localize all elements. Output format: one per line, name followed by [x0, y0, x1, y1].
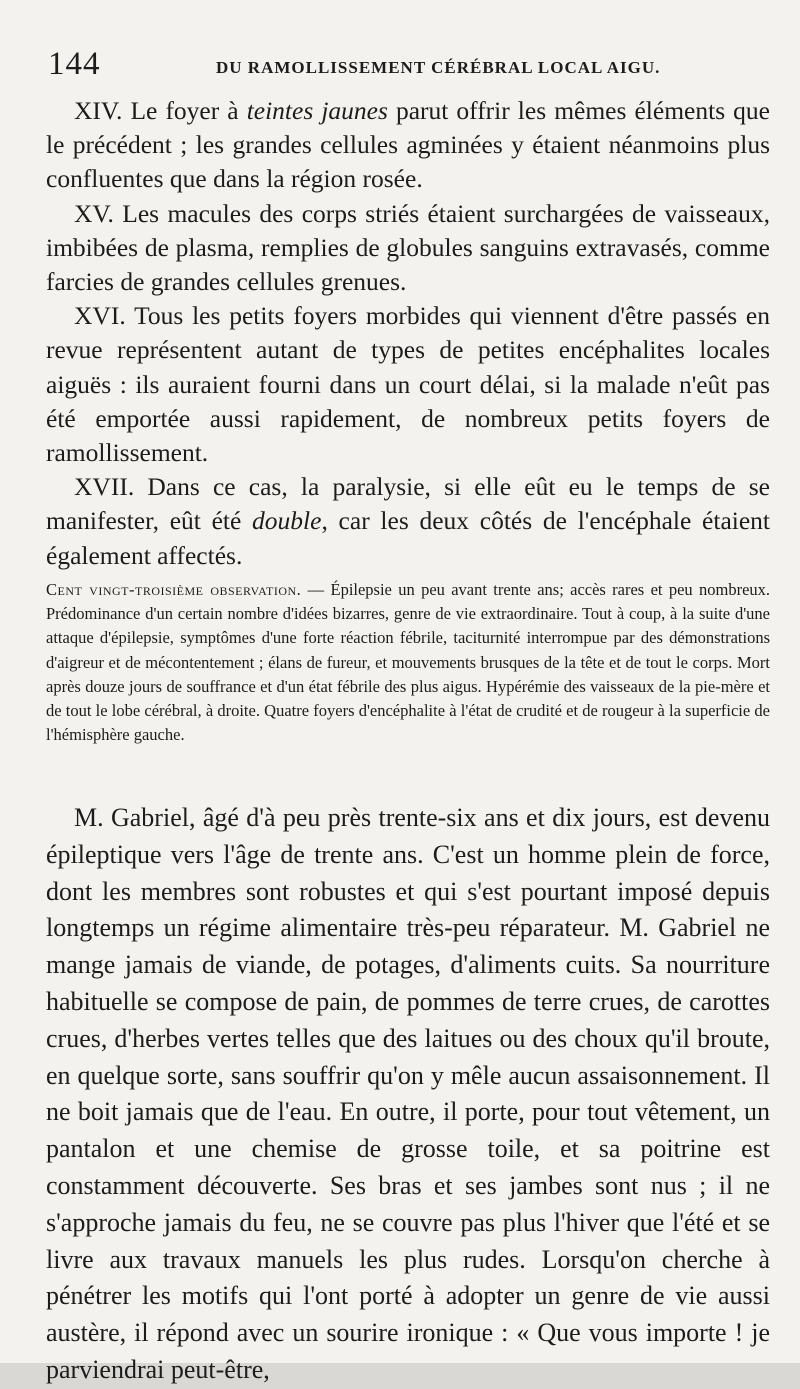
running-title: DU RAMOLLISSEMENT CÉRÉBRAL LOCAL AIGU. [216, 58, 661, 77]
main-paragraph: M. Gabriel, âgé d'à peu près trente-six ans et dix jours, est devenu épileptique vers l'âge de trente ans. C'est un homme plein de force, dont les membres sont robustes et qui s'est pourtant imposé depuis longtemps un régime alimentaire très-peu réparateur. M. Gabriel ne mange jamais de viande, de potages, d'aliments cuits. Sa nourriture habituelle se compose de pain, de pommes de terre crues, de carottes crues, d'herbes vertes telles que des laitues ou des choux qu'il broute, en quelque sorte, sans souffrir qu'on y mêle aucun assaisonnement. Il ne boit jamais que de l'eau. En outre, il porte, pour tout vêtement, un pantalon et une chemise de grosse toile, et sa poitrine est constamment découverte. Ses bras et ses jambes sont nus ; il ne s'approche jamais du feu, ne se couvre pas plus l'hiver que l'été et se livre aux travaux manuels les plus rudes. Lorsqu'on cherche à pénétrer les motifs qui l'ont porté à adopter un genre de vie aussi austère, il répond avec un sourire ironique : « Que vous importe ! je parviendrai peut-être, [46, 803, 770, 1384]
observation-abstract: Cent vingt-troisième observation. — Épilepsie un peu avant trente ans; accès rares et peu nombreux. Prédominance d'un certain nombre d'idées bizarres, genre de vie extraordinaire. Tout à coup, à la suite d'une attaque d'épilepsie, symptômes d'une forte réaction fébrile, taciturnité interrompue par des démonstrations d'aigreur et de mécontentement ; élans de fureur, et mouvements brusques de la tête et de tout le corps. Mort après douze jours de souffrance et d'un état fébrile des plus aigus. Hypérémie des vaisseaux de la pie-mère et de tout le lobe cérébral, à droite. Quatre foyers d'encéphalite à l'état de crudité et de rougeur à la superficie de l'hémisphère gauche. [46, 580, 771, 745]
page-header [48, 46, 770, 86]
numbered-paragraphs [46, 94, 770, 573]
paragraph-xvii: XVII. Dans ce cas, la paralysie, si elle eût eu le temps de se manifester, eût été double, car les deux côtés de l'encéphale étaient également affectés. [46, 472, 770, 570]
observation-label: Cent vingt-troisième observation. [46, 580, 302, 599]
paragraph-xiv: XIV. Le foyer à teintes jaunes parut offrir les mêmes éléments que le précédent ; les grandes cellules agminées y étaient néanmoins plus confluentes que dans la région rosée. [46, 96, 770, 194]
observation-summary: Épilepsie un peu avant trente ans; accès rares et peu nombreux. Prédominance d'un certain nombre d'idées bizarres, genre de vie extraordinaire. Tout à coup, à la suite d'une attaque d'épilepsie, symptômes d'une forte réaction fébrile, taciturnité interrompue par des démonstrations d'aigreur et de mécontentement ; élans de fureur, et mouvements brusques de la tête et de tout le corps. Mort après douze jours de souffrance et d'un état fébrile des plus aigus. Hypérémie des vaisseaux de la pie-mère et de tout le lobe cérébral, à droite. Quatre foyers d'encéphalite à l'état de crudité et de rougeur à la superficie de l'hémisphère gauche. [46, 580, 771, 745]
paragraph-xv: XV. Les macules des corps striés étaient surchargées de vaisseaux, imbibées de plasma, remplies de globules sanguins extravasés, comme farcies de grandes cellules grenues. [46, 198, 770, 297]
case-narrative [46, 800, 770, 1389]
paragraph-xvi: XVI. Tous les petits foyers morbides qui viennent d'être passés en revue représentent autant de types de petites encéphalites locales aiguës : ils auraient fourni dans un court délai, si la malade n'eût pas été emportée aussi rapidement, de nombreux petits foyers de ramollissement. [46, 301, 770, 468]
page-number: 144 [48, 46, 101, 82]
